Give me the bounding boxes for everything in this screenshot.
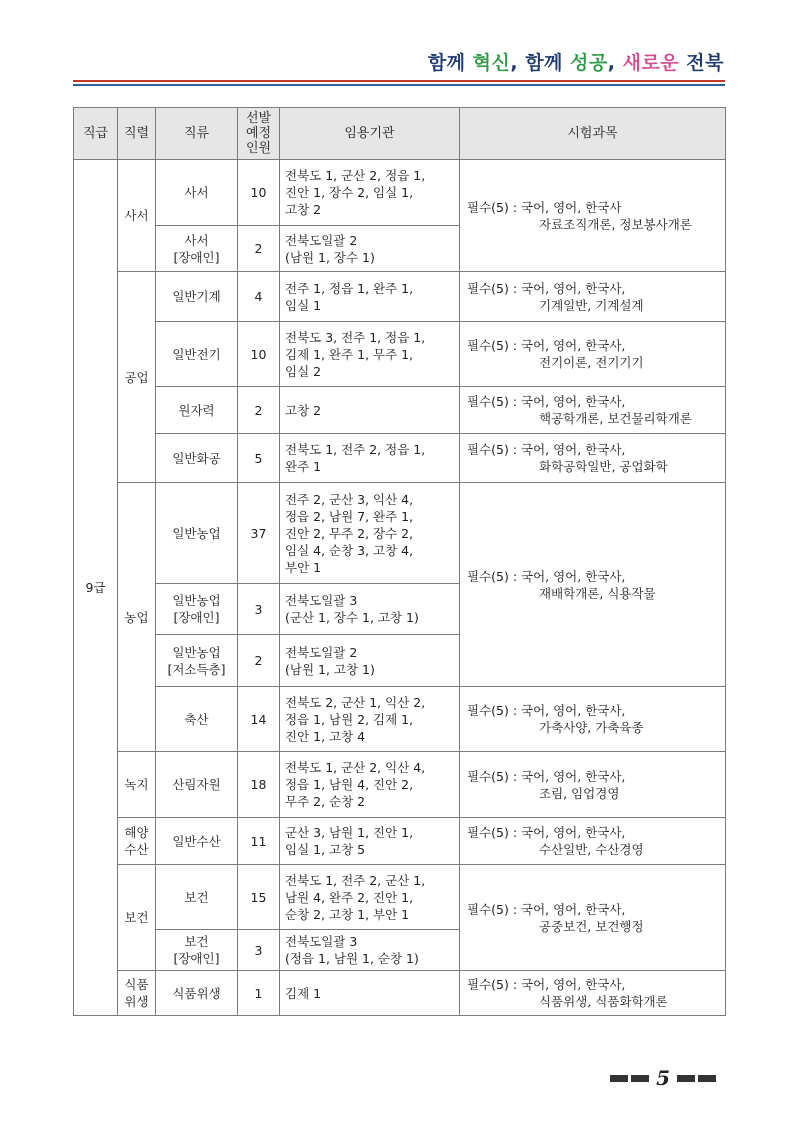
subject-required: 필수(5) : 국어, 영어, 한국사, xyxy=(467,442,626,457)
job-cell: 사서 xyxy=(156,160,238,226)
job-cell: 축산 xyxy=(156,687,238,752)
inst-cell: 군산 3, 남원 1, 진안 1, 임실 1, 고창 5 xyxy=(280,818,460,865)
inst-cell: 전북도 1, 전주 2, 군산 1, 남원 4, 완주 2, 진안 1, 순창 2, 고창 1, 부안 1 xyxy=(280,865,460,930)
subject-cell xyxy=(460,322,726,387)
slogan-part: 혁신 xyxy=(472,52,511,74)
inst-cell: 전북도 1, 전주 2, 정읍 1, 완주 1 xyxy=(280,434,460,483)
count-cell: 37 xyxy=(238,483,280,584)
inst-cell: 전북도일괄 2 (남원 1, 고창 1) xyxy=(280,635,460,687)
inst-cell: 전북도 3, 전주 1, 정읍 1, 김제 1, 완주 1, 무주 1, 임실 2 xyxy=(280,322,460,387)
count-cell: 3 xyxy=(238,584,280,635)
inst-cell: 전주 1, 정읍 1, 완주 1, 임실 1 xyxy=(280,272,460,322)
table-row xyxy=(74,483,726,584)
subject-cell xyxy=(460,971,726,1016)
header-rule-red xyxy=(73,80,725,82)
series-cell: 공업 xyxy=(118,272,156,483)
subject-cell xyxy=(460,160,726,272)
job-cell: 일반화공 xyxy=(156,434,238,483)
series-cell: 농업 xyxy=(118,483,156,752)
subject-extra: 가축사양, 가축육종 xyxy=(539,720,644,735)
subject-required: 필수(5) : 국어, 영어, 한국사, xyxy=(467,280,626,296)
subject-extra: 식품위생, 식품화학개론 xyxy=(539,994,668,1009)
subject-extra: 자료조직개론, 정보봉사개론 xyxy=(539,216,692,232)
job-cell: 사서 [장애인] xyxy=(156,226,238,272)
count-cell: 1 xyxy=(238,971,280,1016)
subject-cell xyxy=(460,387,726,434)
subject-required: 필수(5) : 국어, 영어, 한국사, xyxy=(467,338,626,353)
table-row xyxy=(74,322,726,387)
table-row xyxy=(74,272,726,322)
col-header: 직급 xyxy=(74,108,118,160)
inst-cell: 고창 2 xyxy=(280,387,460,434)
subject-cell xyxy=(460,818,726,865)
table-row xyxy=(74,971,726,1016)
inst-cell: 전주 2, 군산 3, 익산 4, 정읍 2, 남원 7, 완주 1, 진안 2, 무주 2, 장수 2, 임실 4, 순창 3, 고창 4, 부안 1 xyxy=(280,483,460,584)
slogan-part: 성공 xyxy=(570,52,608,74)
inst-cell: 전북도 1, 군산 2, 익산 4, 정읍 1, 남원 4, 진안 2, 무주 2, 순창 2 xyxy=(280,752,460,818)
table-row xyxy=(74,687,726,752)
job-cell: 일반수산 xyxy=(156,818,238,865)
header-rule xyxy=(73,80,725,89)
subject-required: 필수(5) : 국어, 영어, 한국사, xyxy=(467,825,626,840)
subject-required: 필수(5) : 국어, 영어, 한국사 xyxy=(467,199,622,215)
page-number: 5 xyxy=(656,1066,670,1090)
col-header: 임용기관 xyxy=(280,108,460,160)
count-cell: 11 xyxy=(238,818,280,865)
subject-required: 필수(5) : 국어, 영어, 한국사, xyxy=(467,703,626,718)
count-cell: 2 xyxy=(238,226,280,272)
count-cell: 2 xyxy=(238,387,280,434)
job-cell: 보건 xyxy=(156,865,238,930)
subject-cell xyxy=(460,272,726,322)
footer-bar xyxy=(631,1075,649,1082)
subject-extra: 핵공학개론, 보건물리학개론 xyxy=(539,411,692,426)
job-cell: 일반농업 [저소득층] xyxy=(156,635,238,687)
subject-required: 필수(5) : 국어, 영어, 한국사, xyxy=(467,768,626,784)
inst-cell: 전북도 2, 군산 1, 익산 2, 정읍 1, 남원 2, 김제 1, 진안 1, 고창 4 xyxy=(280,687,460,752)
table-row xyxy=(74,434,726,483)
subject-cell xyxy=(460,483,726,687)
footer-bar xyxy=(610,1075,628,1082)
count-cell: 5 xyxy=(238,434,280,483)
series-cell: 사서 xyxy=(118,160,156,272)
subject-extra: 조림, 임업경영 xyxy=(539,785,620,801)
subject-extra: 공중보건, 보건행정 xyxy=(539,918,644,934)
inst-cell: 전북도일괄 2 (남원 1, 장수 1) xyxy=(280,226,460,272)
col-header: 선발 예정 인원 xyxy=(238,108,280,160)
count-cell: 3 xyxy=(238,930,280,971)
subject-cell xyxy=(460,687,726,752)
subject-extra: 화학공학일반, 공업화학 xyxy=(539,459,668,474)
table-row xyxy=(74,752,726,818)
table-row xyxy=(74,160,726,226)
col-header: 시험과목 xyxy=(460,108,726,160)
job-cell: 식품위생 xyxy=(156,971,238,1016)
grade-cell: 9급 xyxy=(74,160,118,1016)
table-header-row xyxy=(74,108,726,160)
slogan-part: , xyxy=(607,52,623,74)
count-cell: 2 xyxy=(238,635,280,687)
inst-cell: 전북도일괄 3 (정읍 1, 남원 1, 순창 1) xyxy=(280,930,460,971)
count-cell: 4 xyxy=(238,272,280,322)
recruitment-table xyxy=(73,107,726,1016)
series-cell: 녹지 xyxy=(118,752,156,818)
subject-required: 필수(5) : 국어, 영어, 한국사, xyxy=(467,394,626,409)
count-cell: 15 xyxy=(238,865,280,930)
slogan-part: 전북 xyxy=(686,52,724,74)
job-cell: 일반기계 xyxy=(156,272,238,322)
subject-cell xyxy=(460,434,726,483)
inst-cell: 김제 1 xyxy=(280,971,460,1016)
job-cell: 일반농업 [장애인] xyxy=(156,584,238,635)
job-cell: 원자력 xyxy=(156,387,238,434)
footer-bar xyxy=(698,1075,716,1082)
subject-extra: 전기이론, 전기기기 xyxy=(539,355,644,370)
subject-cell xyxy=(460,752,726,818)
series-cell: 보건 xyxy=(118,865,156,971)
table-row xyxy=(74,387,726,434)
subject-cell xyxy=(460,865,726,971)
subject-required: 필수(5) : 국어, 영어, 한국사, xyxy=(467,901,626,917)
subject-extra: 기계일반, 기계설계 xyxy=(539,297,644,313)
col-header: 직렬 xyxy=(118,108,156,160)
subject-extra: 재배학개론, 식용작물 xyxy=(539,585,656,601)
subject-required: 필수(5) : 국어, 영어, 한국사, xyxy=(467,977,626,992)
footer-bar xyxy=(677,1075,695,1082)
slogan-part: , 함께 xyxy=(510,52,571,74)
job-cell: 일반농업 xyxy=(156,483,238,584)
subject-extra: 수산일반, 수산경영 xyxy=(539,842,644,857)
slogan-part: 함께 xyxy=(427,52,473,74)
table-row xyxy=(74,818,726,865)
page-footer xyxy=(610,1068,716,1088)
inst-cell: 전북도일괄 3 (군산 1, 장수 1, 고창 1) xyxy=(280,584,460,635)
table-row xyxy=(74,865,726,930)
count-cell: 10 xyxy=(238,322,280,387)
count-cell: 18 xyxy=(238,752,280,818)
series-cell: 해양 수산 xyxy=(118,818,156,865)
count-cell: 14 xyxy=(238,687,280,752)
inst-cell: 전북도 1, 군산 2, 정읍 1, 진안 1, 장수 2, 임실 1, 고창 2 xyxy=(280,160,460,226)
header-rule-blue xyxy=(73,84,725,86)
series-cell: 식품 위생 xyxy=(118,971,156,1016)
job-cell: 일반전기 xyxy=(156,322,238,387)
count-cell: 10 xyxy=(238,160,280,226)
col-header: 직류 xyxy=(156,108,238,160)
slogan xyxy=(428,48,724,75)
job-cell: 보건 [장애인] xyxy=(156,930,238,971)
job-cell: 산림자원 xyxy=(156,752,238,818)
slogan-part: 새로운 xyxy=(622,52,687,74)
subject-required: 필수(5) : 국어, 영어, 한국사, xyxy=(467,568,626,584)
